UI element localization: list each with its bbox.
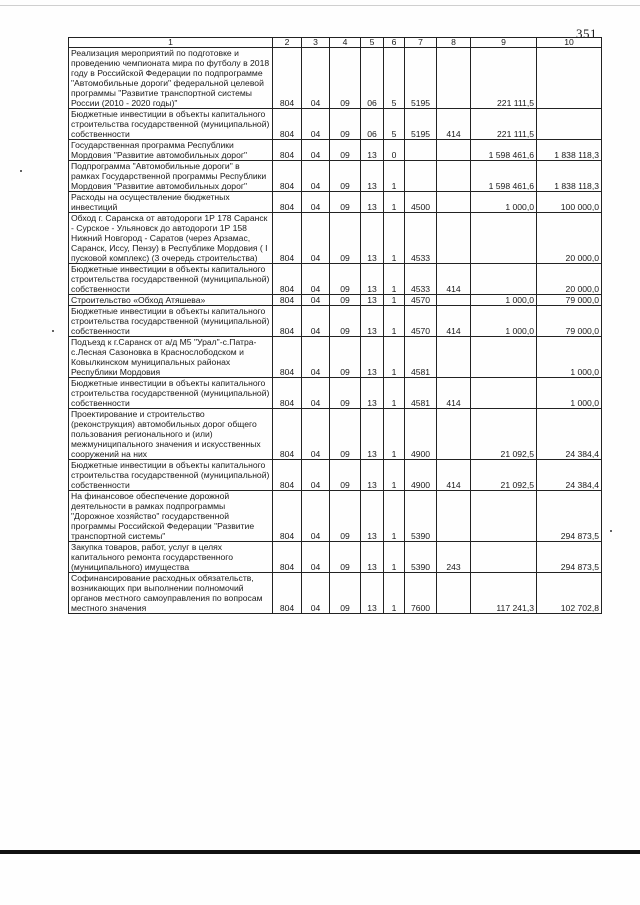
row-name: Бюджетные инвестиции в объекты капитального строительства государственной (муниципальной) собственности [69,109,273,140]
table-row [69,295,602,306]
code-section: 04 [302,460,330,491]
code-subsection: 09 [330,192,361,213]
code-subprogram: 1 [384,161,405,192]
row-name: Расходы на осуществление бюджетных инвестиций [69,192,273,213]
code-subprogram: 1 [384,542,405,573]
code-grbs: 804 [273,460,302,491]
code-article: 7600 [405,573,437,614]
code-program: 13 [361,542,384,573]
code-subsection: 09 [330,140,361,161]
code-expense-type: 414 [437,306,471,337]
code-grbs: 804 [273,140,302,161]
code-section: 04 [302,213,330,264]
code-subprogram: 1 [384,264,405,295]
code-article: 4581 [405,337,437,378]
amount-year-2: 294 873,5 [537,491,602,542]
amount-year-1: 1 000,0 [471,306,537,337]
amount-year-2: 20 000,0 [537,213,602,264]
code-expense-type [437,213,471,264]
column-header: 2 [273,38,302,48]
amount-year-1: 221 111,5 [471,48,537,109]
row-name: Обход г. Саранска от автодороги 1Р 178 Саранск - Сурское - Ульяновск до автодороги 1Р 158 Нижний Новгород - Саратов (через Арзамас, Саранск, Иссу, Пензу) в Республике Мордовия ( I пусковой комплекс) (3 очередь строительства) [69,213,273,264]
code-section: 04 [302,140,330,161]
code-expense-type [437,409,471,460]
code-subsection: 09 [330,573,361,614]
code-expense-type [437,573,471,614]
code-grbs: 804 [273,409,302,460]
amount-year-2: 1 838 118,3 [537,140,602,161]
column-header: 9 [471,38,537,48]
row-name: Бюджетные инвестиции в объекты капитального строительства государственной (муниципальной) собственности [69,460,273,491]
code-section: 04 [302,109,330,140]
code-section: 04 [302,573,330,614]
code-subprogram: 1 [384,295,405,306]
code-expense-type: 414 [437,109,471,140]
amount-year-1: 1 000,0 [471,295,537,306]
code-program: 13 [361,573,384,614]
code-article: 4570 [405,306,437,337]
row-name: Реализация мероприятий по подготовке и проведению чемпионата мира по футболу в 2018 году в Российской Федерации по подпрограмме "Автомобильные дороги" федеральной целевой программы "Развитие транспортной системы России (2010 - 2020 годы)" [69,48,273,109]
amount-year-2: 24 384,4 [537,460,602,491]
scan-speck [52,330,54,332]
code-program: 13 [361,306,384,337]
amount-year-1: 221 111,5 [471,109,537,140]
code-subprogram: 0 [384,140,405,161]
code-program: 13 [361,491,384,542]
code-subsection: 09 [330,48,361,109]
table-row [69,109,602,140]
code-program: 13 [361,192,384,213]
budget-table [68,37,602,614]
code-grbs: 804 [273,337,302,378]
amount-year-2: 294 873,5 [537,542,602,573]
column-header: 10 [537,38,602,48]
amount-year-2: 100 000,0 [537,192,602,213]
code-subsection: 09 [330,337,361,378]
row-name: Бюджетные инвестиции в объекты капитального строительства государственной (муниципальной) собственности [69,378,273,409]
table-row [69,573,602,614]
code-subsection: 09 [330,378,361,409]
table-row [69,460,602,491]
amount-year-1: 1 598 461,6 [471,140,537,161]
code-section: 04 [302,192,330,213]
amount-year-1 [471,337,537,378]
code-grbs: 804 [273,491,302,542]
scan-speck [610,530,612,532]
code-program: 06 [361,48,384,109]
column-header: 3 [302,38,330,48]
code-article [405,161,437,192]
amount-year-1: 117 241,3 [471,573,537,614]
amount-year-1: 21 092,5 [471,409,537,460]
table-row [69,542,602,573]
row-name: Государственная программа Республики Мордовия "Развитие автомобильных дорог" [69,140,273,161]
code-section: 04 [302,337,330,378]
code-article: 4570 [405,295,437,306]
code-article: 4500 [405,192,437,213]
code-section: 04 [302,491,330,542]
code-subprogram: 1 [384,213,405,264]
amount-year-2: 1 000,0 [537,337,602,378]
code-subprogram: 1 [384,409,405,460]
amount-year-2: 1 000,0 [537,378,602,409]
code-program: 13 [361,264,384,295]
scan-top-edge [0,5,640,6]
code-section: 04 [302,48,330,109]
code-subprogram: 1 [384,192,405,213]
column-header: 1 [69,38,273,48]
code-subsection: 09 [330,295,361,306]
amount-year-1 [471,378,537,409]
code-section: 04 [302,542,330,573]
column-header: 5 [361,38,384,48]
table-row [69,409,602,460]
code-article [405,140,437,161]
code-expense-type [437,491,471,542]
code-subprogram: 1 [384,573,405,614]
code-subsection: 09 [330,542,361,573]
row-name: Бюджетные инвестиции в объекты капитального строительства государственной (муниципальной) собственности [69,264,273,295]
amount-year-1 [471,264,537,295]
code-section: 04 [302,306,330,337]
code-subsection: 09 [330,213,361,264]
code-grbs: 804 [273,306,302,337]
code-subsection: 09 [330,306,361,337]
code-subprogram: 5 [384,48,405,109]
code-expense-type [437,48,471,109]
code-article: 4900 [405,409,437,460]
row-name: Подъезд к г.Саранск от а/д М5 "Урал"-с.Патра-с.Лесная Сазоновка в Краснослободском и Ковылкинском муниципальных районах Республики Мордовия [69,337,273,378]
amount-year-1 [471,213,537,264]
code-subsection: 09 [330,161,361,192]
code-expense-type: 414 [437,460,471,491]
amount-year-1 [471,542,537,573]
table-row [69,337,602,378]
table-body [69,48,602,614]
code-grbs: 804 [273,573,302,614]
amount-year-1: 1 000,0 [471,192,537,213]
code-grbs: 804 [273,192,302,213]
table-row [69,491,602,542]
code-article: 5390 [405,491,437,542]
table-row [69,161,602,192]
table-row [69,378,602,409]
scan-speck [20,170,22,172]
code-subsection: 09 [330,409,361,460]
code-article: 5195 [405,109,437,140]
amount-year-2: 102 702,8 [537,573,602,614]
code-subprogram: 5 [384,109,405,140]
code-article: 5390 [405,542,437,573]
code-grbs: 804 [273,48,302,109]
code-article: 5195 [405,48,437,109]
code-expense-type [437,192,471,213]
code-section: 04 [302,264,330,295]
code-program: 13 [361,213,384,264]
row-name: Строительство «Обход Атяшева» [69,295,273,306]
amount-year-2 [537,109,602,140]
table-header-row [69,38,602,48]
code-program: 13 [361,161,384,192]
code-expense-type [437,295,471,306]
table-row [69,306,602,337]
amount-year-2: 24 384,4 [537,409,602,460]
table-row [69,140,602,161]
code-subprogram: 1 [384,306,405,337]
table-row [69,192,602,213]
amount-year-2: 20 000,0 [537,264,602,295]
code-section: 04 [302,378,330,409]
code-subprogram: 1 [384,337,405,378]
code-expense-type [437,337,471,378]
row-name: Проектирование и строительство (реконструкция) автомобильных дорог общего пользования регионального и (или) межмуниципального значения и искусственных сооружений на них [69,409,273,460]
row-name: На финансовое обеспечение дорожной деятельности в рамках подпрограммы "Дорожное хозяйство" государственной программы Российской Федерации "Развитие транспортной системы" [69,491,273,542]
row-name: Подпрограмма "Автомобильные дороги" в рамках Государственной программы Республики Мордовия "Развитие автомобильных дорог" [69,161,273,192]
amount-year-1: 21 092,5 [471,460,537,491]
table-row [69,264,602,295]
code-program: 13 [361,378,384,409]
amount-year-2: 1 838 118,3 [537,161,602,192]
code-article: 4900 [405,460,437,491]
code-subprogram: 1 [384,491,405,542]
code-grbs: 804 [273,542,302,573]
amount-year-2 [537,48,602,109]
code-expense-type [437,140,471,161]
code-article: 4581 [405,378,437,409]
code-subsection: 09 [330,109,361,140]
code-section: 04 [302,295,330,306]
column-header: 7 [405,38,437,48]
code-grbs: 804 [273,213,302,264]
code-expense-type: 414 [437,378,471,409]
code-program: 13 [361,295,384,306]
code-grbs: 804 [273,295,302,306]
amount-year-2: 79 000,0 [537,306,602,337]
column-header: 4 [330,38,361,48]
amount-year-1: 1 598 461,6 [471,161,537,192]
page-number: 351 [576,26,597,41]
code-program: 13 [361,140,384,161]
code-grbs: 804 [273,109,302,140]
code-subsection: 09 [330,460,361,491]
row-name: Софинансирование расходных обязательств, возникающих при выполнении полномочий органов местного самоуправления по вопросам местного значения [69,573,273,614]
code-grbs: 804 [273,161,302,192]
code-subsection: 09 [330,264,361,295]
code-article: 4533 [405,213,437,264]
table-row [69,213,602,264]
code-subprogram: 1 [384,460,405,491]
table-row [69,48,602,109]
amount-year-1 [471,491,537,542]
code-grbs: 804 [273,378,302,409]
code-expense-type [437,161,471,192]
code-section: 04 [302,409,330,460]
amount-year-2: 79 000,0 [537,295,602,306]
code-subsection: 09 [330,491,361,542]
scan-bottom-edge [0,850,640,854]
code-grbs: 804 [273,264,302,295]
code-program: 13 [361,409,384,460]
code-article: 4533 [405,264,437,295]
column-header: 8 [437,38,471,48]
code-program: 13 [361,460,384,491]
code-expense-type: 414 [437,264,471,295]
code-section: 04 [302,161,330,192]
code-expense-type: 243 [437,542,471,573]
column-header: 6 [384,38,405,48]
code-program: 06 [361,109,384,140]
row-name: Закупка товаров, работ, услуг в целях капитального ремонта государственного (муниципального) имущества [69,542,273,573]
code-program: 13 [361,337,384,378]
row-name: Бюджетные инвестиции в объекты капитального строительства государственной (муниципальной) собственности [69,306,273,337]
code-subprogram: 1 [384,378,405,409]
